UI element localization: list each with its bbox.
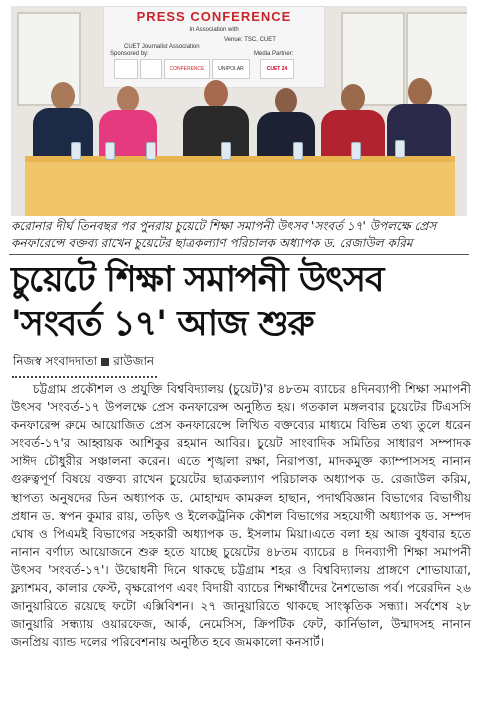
sponsor-logo	[114, 59, 138, 79]
sponsor-logo	[140, 59, 162, 79]
banner-association: CUET Journalist Association	[124, 44, 200, 50]
byline	[13, 353, 154, 373]
water-bottle	[395, 140, 405, 158]
banner-subtitle: In Association with	[189, 27, 239, 33]
banner-title: PRESS CONFERENCE	[136, 9, 292, 24]
conference-table	[25, 156, 455, 216]
press-conference-photo	[11, 6, 467, 216]
dateline-location: রাউজান	[113, 354, 155, 368]
sponsor-logo: UNIPOLAR	[212, 59, 250, 79]
photo-caption: করোনার দীর্ঘ তিনবছর পর পুনরায় চুয়েটে শিক্ষা সমাপনী উৎসব 'সংবর্ত ১৭' উপলক্ষে প্রেস কনফারেন্সে বক্তব্য রাখেন চুয়েটের ছাত্রকল্যাণ পরিচালক অধ্যাপক ড. রেজাউল করিম	[11, 219, 437, 250]
divider	[9, 254, 469, 255]
banner-sponsor-label: Sponsored by:	[110, 51, 149, 57]
table-edge	[25, 156, 455, 162]
reporter-name: নিজস্ব সংবাদদাতা	[13, 354, 98, 368]
water-bottle	[105, 142, 115, 160]
water-bottle	[71, 142, 81, 160]
dotted-divider	[12, 374, 157, 378]
press-conference-banner	[103, 6, 325, 88]
water-bottle	[146, 142, 156, 160]
headline-line-2: 'সংবর্ত ১৭' আজ শুরু	[11, 304, 314, 344]
article-body	[11, 380, 471, 651]
sponsor-logo: CONFERENCE	[164, 59, 210, 79]
media-partner-logo: CUET 24	[260, 59, 294, 79]
water-bottle	[351, 142, 361, 160]
banner-venue: Venue: TSC, CUET	[224, 37, 276, 43]
square-bullet-icon	[101, 358, 109, 366]
banner-logos	[114, 59, 314, 79]
article-paragraph: চট্টগ্রাম প্রকৌশল ও প্রযুক্তি বিশ্ববিদ্যালয় (চুয়েট)'র ৪৮তম ব্যাচের ৪দিনব্যাপী শিক্ষা সমাপনী উৎসব 'সংবর্ত-১৭ উপলক্ষে প্রেস কনফারেন্স অনুষ্ঠিত হয়। গতকাল মঙ্গলবার চুয়েটের টিএসসি কনফারেন্স রুমে আয়োজিত প্রেস কনফারেন্সে লিখিত বক্তব্যের মাধ্যমে বিভিন্ন তথ্য তুলে ধরেন সংবর্ত-১৭'র আহ্বায়ক আশিকুর রহমান আবির। চুয়েট সাংবাদিক সমিতির সাধারণ সম্পাদক সাঈদ চৌধুরীর সঞ্চালনা করেন। এতে শৃঙ্খলা রক্ষা, নিরাপত্তা, মাদকমুক্ত ক্যাম্পাসসহ নানান গুরুত্বপূর্ণ বিষয়ে বক্তব্য রাখেন চুয়েটের ছাত্রকল্যাণ পরিচালক অধ্যাপক ড. রেজাউল করিম, স্থাপত্য অনুষদের ডিন অধ্যাপক ড. মোহাম্মদ কামরুল হাছান, পদার্থবিজ্ঞান বিভাগের বিভাগীয় প্রধান ড. স্বপন কুমার রায়, তড়িৎ ও ইলেকট্রনিক কৌশল বিভাগের সহযোগী অধ্যাপক ড. সম্পদ ঘোষ ও পিএমই বিভাগের সহকারী অধ্যাপক ড. ইসলাম মিয়া।এতে বলা হয় আজ বুধবার হতে নানান বর্ণাঢ্য আয়োজনে শুরু হতে যাচ্ছে চুয়েটের ৪৮তম ব্যাচের ৪ দিনব্যাপী শিক্ষা সমাপনী উৎসব 'সংবর্ত-১৭'। উদ্বোধনী দিনে থাকছে চট্টগ্রাম শহর ও বিশ্ববিদ্যালয় প্রাঙ্গণে শোভাযাত্রা, ফ্ল্যাশমব, কালার ফেস্ট, বৃক্ষরোপণ এবং বিদায়ী ব্যাচের শিক্ষার্থীদের নৈশভোজ পর্ব। পরেরদিন ২৬ জানুয়ারিতে রয়েছে ফটো এক্সিবিশন। ২৭ জানুয়ারিতে থাকছে সাংস্কৃতিক সন্ধ্যা। সর্বশেষ ২৮ জানুয়ারি সন্ধ্যায় ওয়ারফেজ, আর্ক, নেমেসিস, ক্রিপটিক ফেট, কার্নিভাল, উন্মাদসহ নানান জনপ্রিয় ব্যান্ড দলের পরিবেশনায় অনুষ্ঠিত হবে জমকালো কনসার্ট।	[11, 382, 471, 650]
water-bottle	[221, 142, 231, 160]
banner-media-label: Media Partner:	[254, 51, 294, 57]
water-bottle	[293, 142, 303, 160]
headline-line-1: চুয়েটে শিক্ষা সমাপনী উৎসব	[11, 260, 384, 300]
